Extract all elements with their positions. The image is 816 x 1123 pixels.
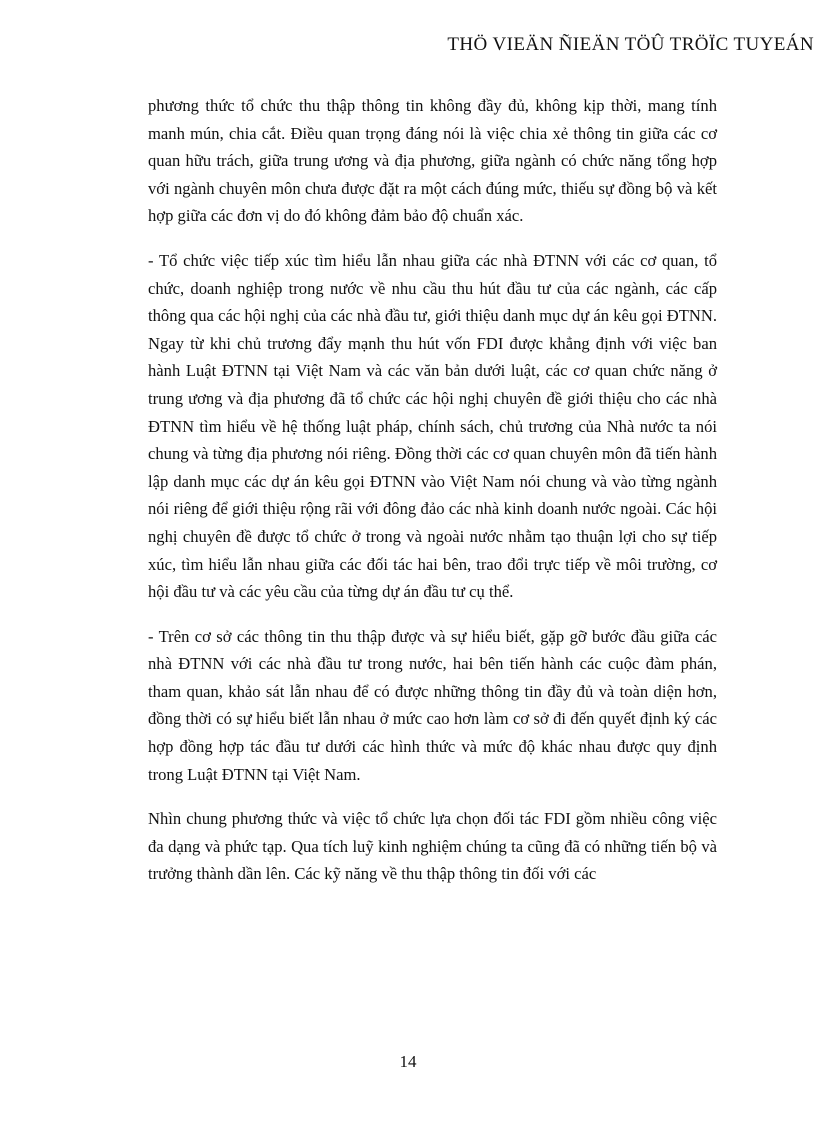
paragraph: Nhìn chung phương thức và việc tổ chức lựa chọn đối tác FDI gồm nhiều công việc đa dạng và phức tạp. Qua tích luỹ kinh nghiệm chúng ta cũng đã có những tiến bộ và trưởng thành dần lên. Các kỹ năng về thu thập thông tin đối với các: [148, 809, 717, 884]
paragraph: - Trên cơ sở các thông tin thu thập được và sự hiểu biết, gặp gỡ bước đầu giữa các nhà ĐTNN với các nhà đầu tư trong nước, hai bên tiến hành các cuộc đàm phán, tham quan, khảo sát lẫn nhau để có được những thông tin đầy đủ và toàn diện hơn, đồng thời có sự hiểu biết lẫn nhau ở mức cao hơn làm cơ sở đi đến quyết định ký các hợp đồng hợp tác đầu tư dưới các hình thức và mức độ khác nhau được quy định trong Luật ĐTNN tại Việt Nam.: [148, 626, 717, 784]
page-number: 14: [399, 1052, 417, 1071]
running-header: THÖ VIEÄN ÑIEÄN TÖÛ TRÖÏC TUYEÁN: [447, 34, 814, 55]
paragraph: phương thức tổ chức thu thập thông tin không đầy đủ, không kịp thời, mang tính manh mún, chia cắt. Điều quan trọng đáng nói là việc chia xẻ thông tin giữa các cơ quan hữu trách, giữa trung ương và địa phương, giữa ngành có chức năng tổng hợp với ngành chuyên môn chưa được đặt ra một cách đúng mức, thiếu sự đồng bộ và kết hợp giữa các đơn vị do đó không đảm bảo độ chuẩn xác.: [148, 96, 717, 226]
paragraph: - Tổ chức việc tiếp xúc tìm hiểu lẫn nhau giữa các nhà ĐTNN với các cơ quan, tổ chức, doanh nghiệp trong nước về nhu cầu thu hút đầu tư của các ngành, các cấp thông qua các hội nghị của các nhà đầu tư, giới thiệu danh mục dự án kêu gọi ĐTNN. Ngay từ khi chủ trương đẩy mạnh thu hút vốn FDI được khẳng định với việc ban hành Luật ĐTNN tại Việt Nam và các văn bản dưới luật, các cơ quan chức năng ở trung ương và địa phương đã tổ chức các hội nghị chuyên đề giới thiệu cho các nhà ĐTNN tìm hiểu về hệ thống luật pháp, chính sách, chủ trương của Nhà nước ta nói chung và từng địa phương nói riêng. Đồng thời các cơ quan chuyên môn đã tiến hành lập danh mục các dự án kêu gọi ĐTNN vào Việt Nam nói chung và vào từng ngành nói riêng để giới thiệu rộng rãi với đông đảo các nhà kinh doanh nước ngoài. Các hội nghị chuyên đề được tổ chức ở trong và ngoài nước nhằm tạo thuận lợi cho sự tiếp xúc, tìm hiểu lẫn nhau giữa các đối tác hai bên, trao đổi trực tiếp về môi trường, cơ hội đầu tư và các yêu cầu của từng dự án đầu tư cụ thể.: [148, 250, 717, 602]
document-body: [148, 92, 717, 905]
